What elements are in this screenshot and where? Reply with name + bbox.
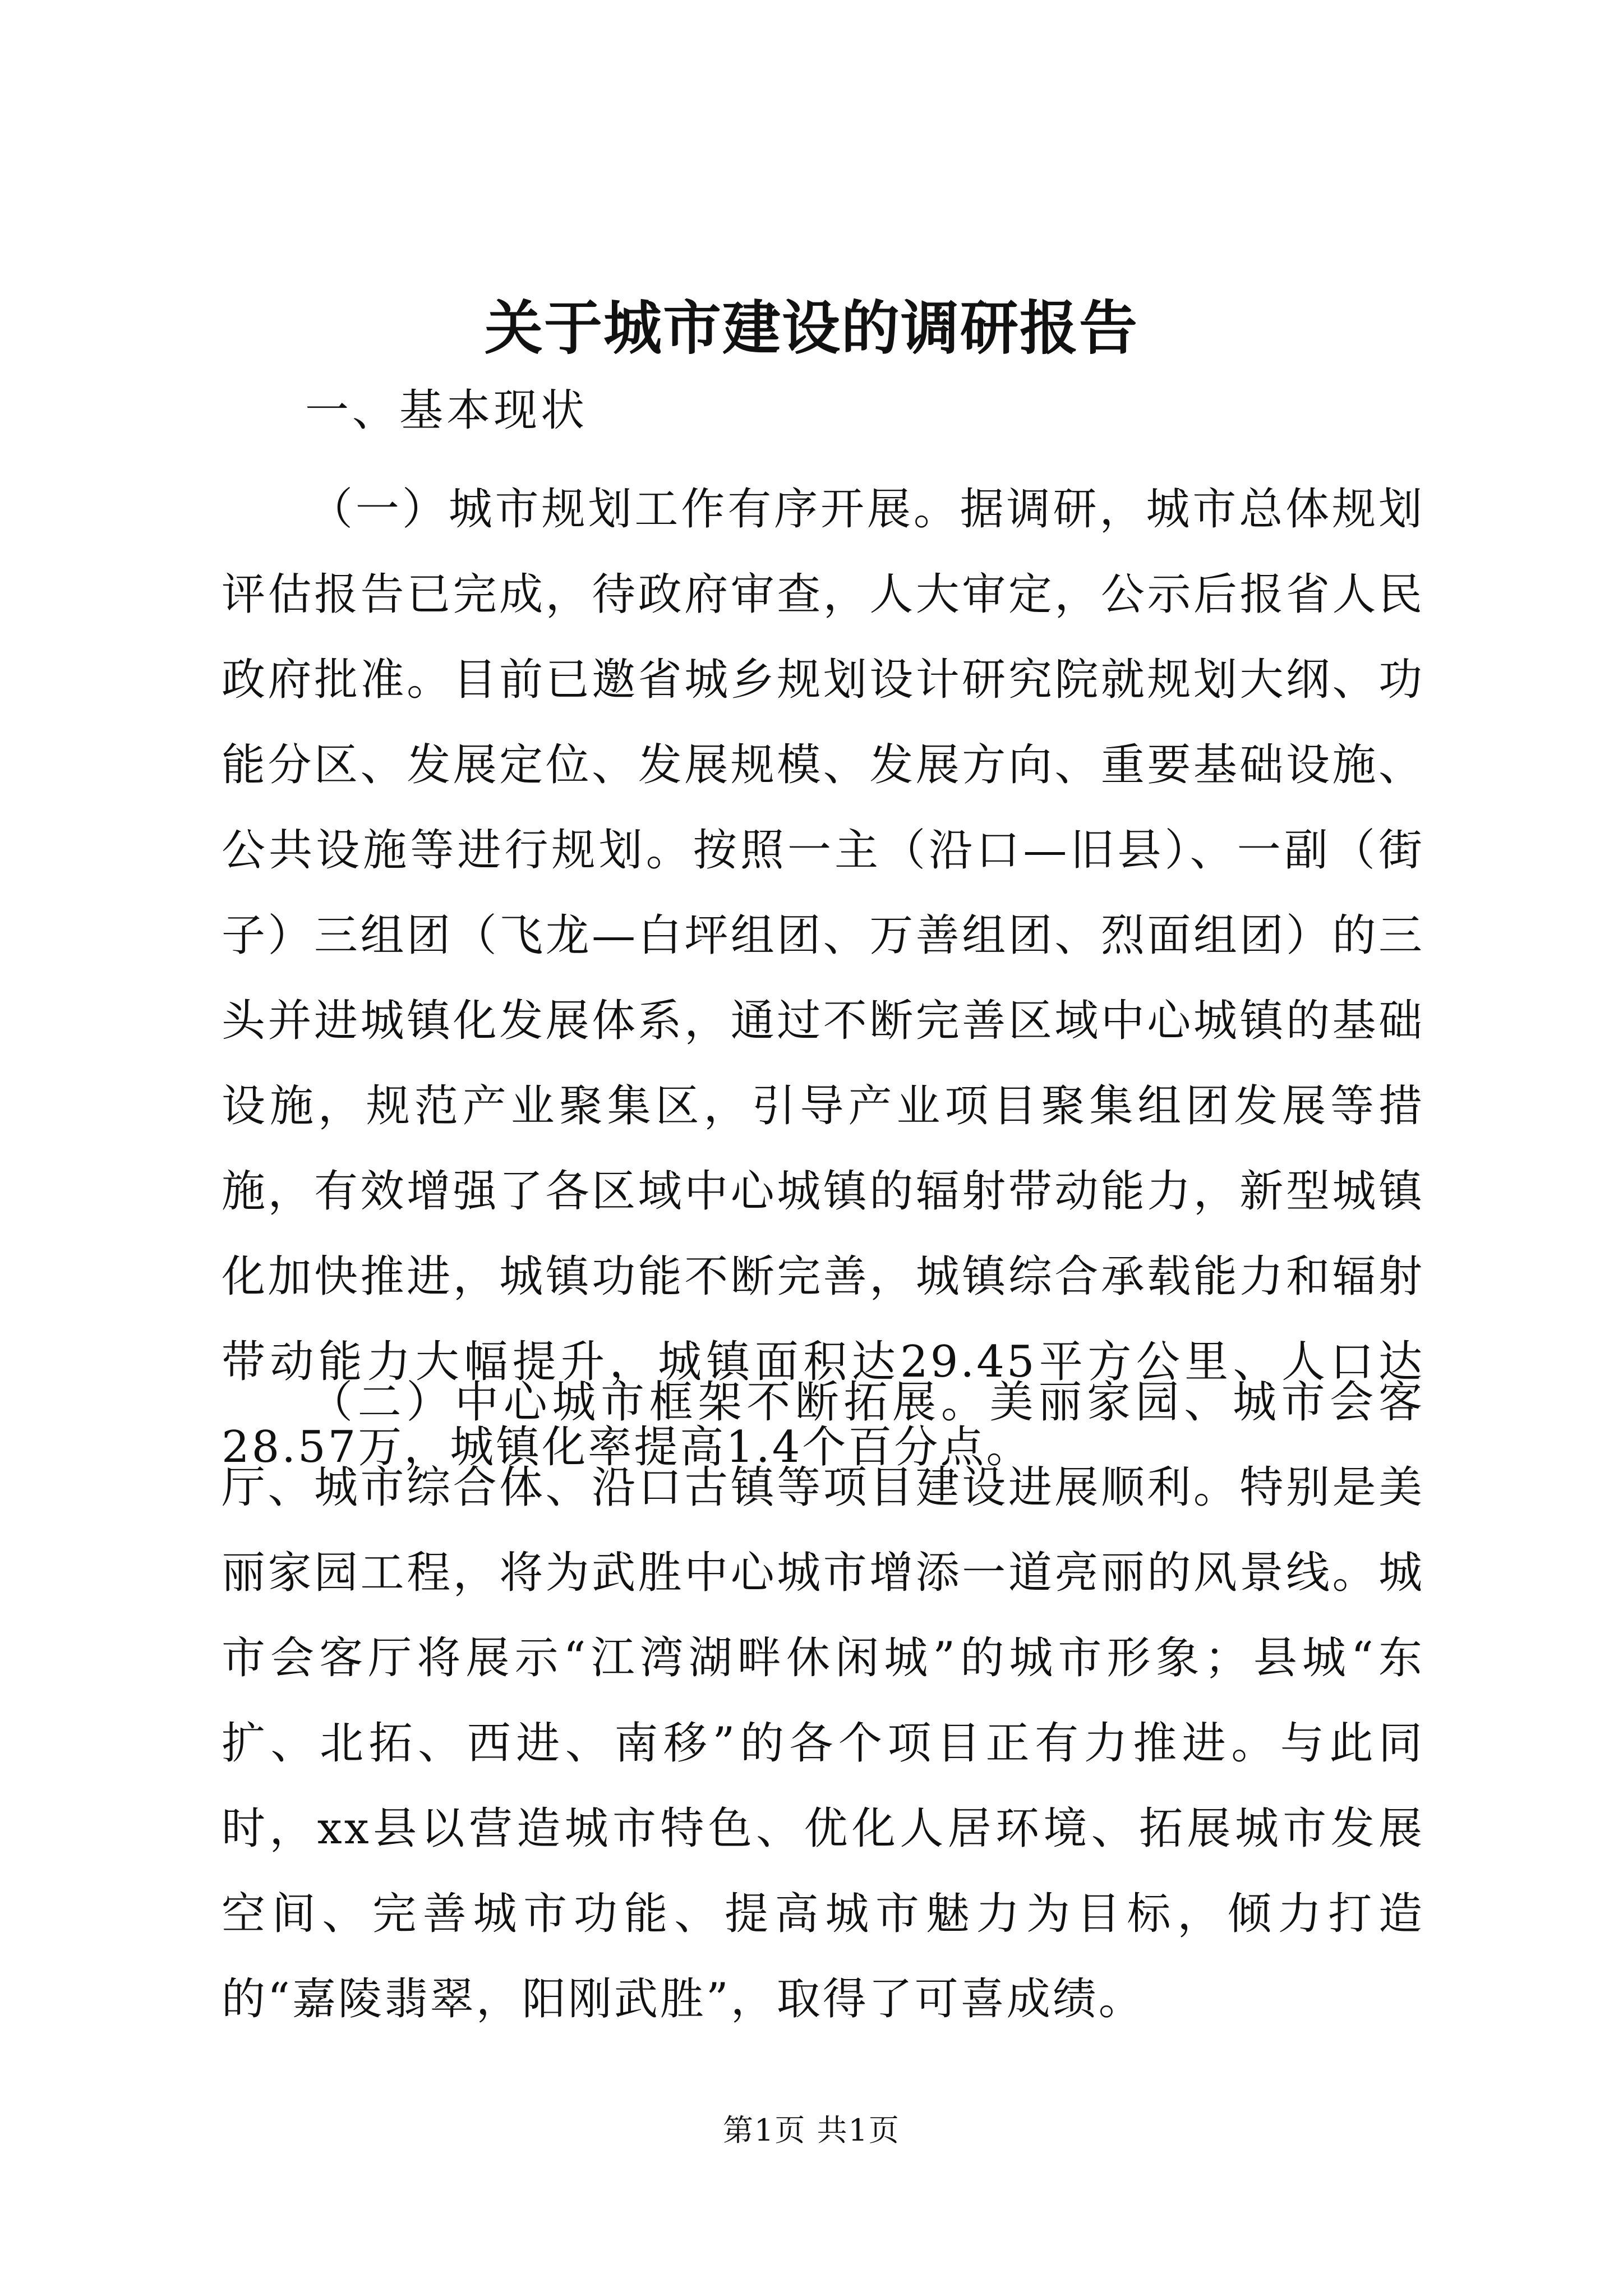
- section-heading: 一、基本现状: [305, 385, 588, 436]
- page-footer: 第1页 共1页: [723, 2113, 900, 2148]
- document-title: 关于城市建设的调研报告: [484, 293, 1138, 362]
- paragraph-city-framework: （二）中心城市框架不断拓展。美丽家园、城市会客厅、城市综合体、沿口古镇等项目建设进展顺利。特别是美丽家园工程，将为武胜中心城市增添一道亮丽的风景线。城市会客厅将展示“江湾湖畔休闲城”的城市形象；县城“东扩、北拓、西进、南移”的各个项目正有力推进。与此同时，xx县以营造城市特色、优化人居环境、拓展城市发展空间、完善城市功能、提高城市魅力为目标，倾力打造的“嘉陵翡翠，阳刚武胜”，取得了可喜成绩。: [222, 1377, 1424, 2024]
- paragraph-city-planning: （一）城市规划工作有序开展。据调研，城市总体规划评估报告已完成，待政府审查，人大审定，公示后报省人民政府批准。目前已邀省城乡规划设计研究院就规划大纲、功能分区、发展定位、发展规模、发展方向、重要基础设施、公共设施等进行规划。按照一主（沿口—旧县）、一副（街子）三组团（飞龙—白坪组团、万善组团、烈面组团）的三头并进城镇化发展体系，通过不断完善区域中心城镇的基础设施，规范产业聚集区，引导产业项目聚集组团发展等措施，有效增强了各区域中心城镇的辐射带动能力，新型城镇化加快推进，城镇功能不断完善，城镇综合承载能力和辐射带动能力大幅提升，城镇面积达29.45平方公里、人口达28.57万，城镇化率提高1.4个百分点。: [222, 484, 1424, 1473]
